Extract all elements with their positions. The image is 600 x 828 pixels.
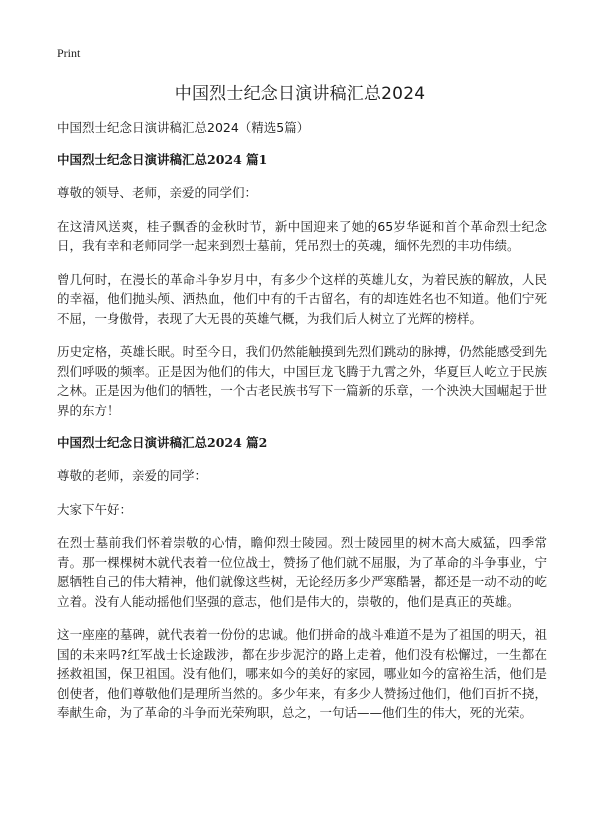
section-heading-1: 中国烈士纪念日演讲稿汇总2024 篇1 (57, 152, 268, 167)
section-2-greeting: 大家下午好： (57, 501, 133, 517)
section-2-paragraph: 在烈士墓前我们怀着崇敬的心情，瞻仰烈士陵园。烈士陵园里的树木高大威猛，四季常青。那一棵棵树木就代表着一位位战士，赞扬了他们就不屈服，为了革命的斗争事业，宁愿牺牲自己的伟大精神，他们就像这些树，无论经历多少严寒酷暑，都还是一动不动的屹立着。没有人能动摇他们坚强的意志，他们是伟大的，崇敬的，他们是真正的英雄。 (57, 535, 547, 609)
document-body (57, 119, 547, 737)
section-1-paragraph: 历史定格，英雄长眠。时至今日，我们仍然能触摸到先烈们跳动的脉搏，仍然能感受到先烈们呼吸的频率。正是因为他们的伟大，中国巨龙飞腾于九霄之外，华夏巨人屹立于民族之林。正是因为他们的牺牲，一个古老民族书写下一篇新的乐章，一个泱泱大国崛起于世界的东方！ (57, 344, 547, 418)
section-2-paragraph: 这一座座的墓碑，就代表着一份份的忠诚。他们拼命的战斗难道不是为了祖国的明天，祖国的未来吗?红军战士长途跋涉，都在步步泥泞的路上走着，他们没有松懈过，一生都在拯救祖国，保卫祖国。没有他们，哪来如今的美好的家园，哪业如今的富裕生活，他们是创使者，他们尊敬他们是理所当然的。多少年来，有多少人赞扬过他们，他们百折不挠，奉献生命，为了革命的斗争而光荣殉职，总之，一句话——他们生的伟大，死的光荣。 (57, 627, 547, 720)
section-2-greeting: 尊敬的老师，亲爱的同学： (57, 468, 208, 483)
section-heading-2: 中国烈士纪念日演讲稿汇总2024 篇2 (57, 435, 268, 450)
section-1-paragraph: 在这清风送爽，桂子飘香的金秋时节，新中国迎来了她的65岁华诞和首个革命烈士纪念日，我有幸和老师同学一起来到烈士墓前，凭吊烈士的英魂，缅怀先烈的丰功伟绩。 (57, 218, 547, 253)
section-1-paragraph: 曾几何时，在漫长的革命斗争岁月中，有多少个这样的英雄儿女，为着民族的解放，人民的幸福，他们抛头颅、洒热血，他们中有的千古留名，有的却连姓名也不知道。他们宁死不屈，一身傲骨，表现了大无畏的英雄气概，为我们后人树立了光辉的榜样。 (57, 271, 547, 326)
print-link[interactable]: Print (57, 46, 81, 60)
document-subtitle: 中国烈士纪念日演讲稿汇总2024（精选5篇） (57, 120, 310, 135)
page-title: 中国烈士纪念日演讲稿汇总2024 (174, 84, 426, 104)
section-1-greeting: 尊敬的领导、老师，亲爱的同学们： (57, 185, 258, 200)
